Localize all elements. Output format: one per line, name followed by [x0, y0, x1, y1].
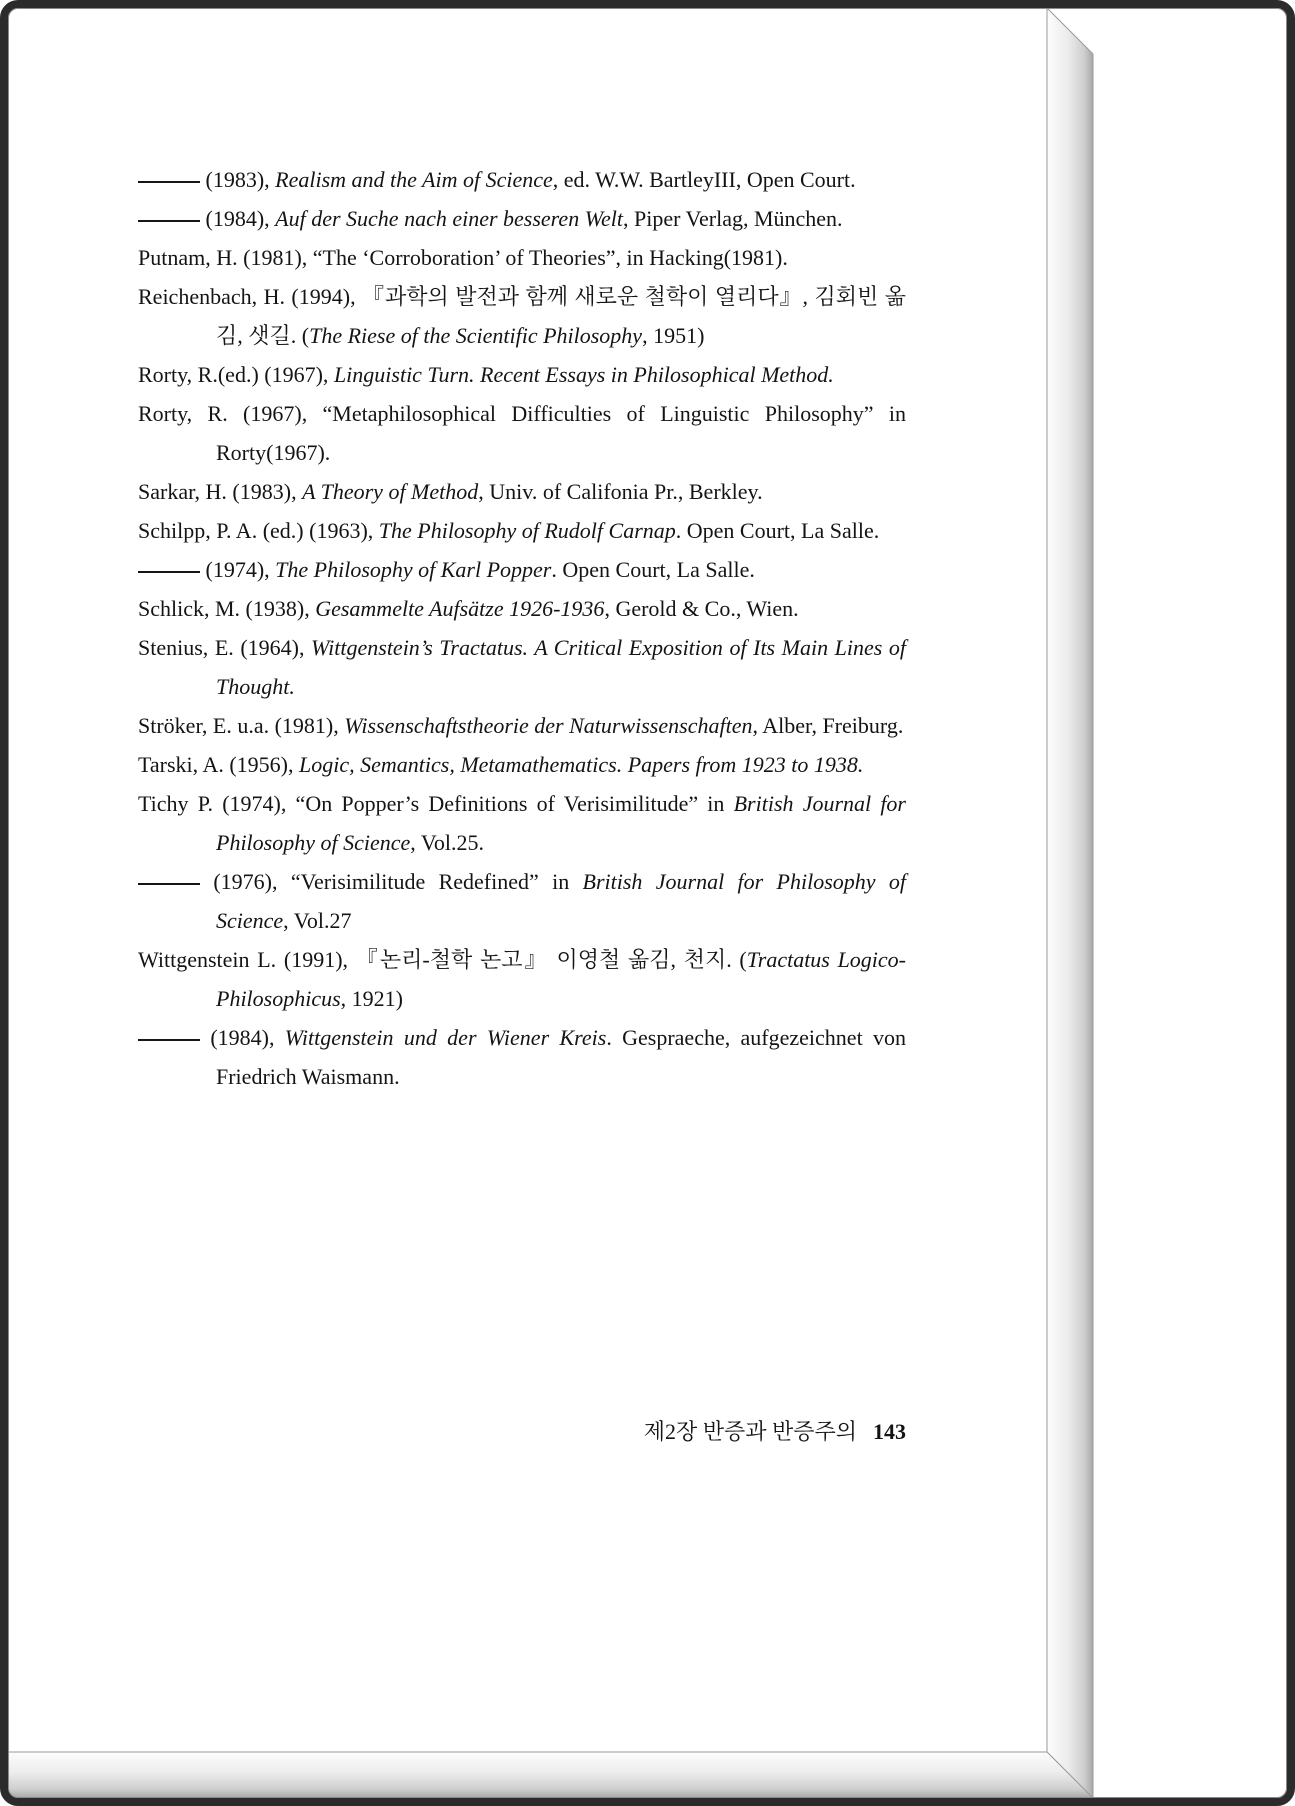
reference-text: (1983),	[200, 167, 276, 192]
author-repeat-rule	[138, 220, 200, 222]
reference-text: Wittgenstein’s Tractatus. A Critical Exposition of Its Main Lines of Thought.	[216, 635, 906, 699]
reference-text: (1984),	[200, 206, 276, 231]
reference-entry	[138, 238, 906, 277]
footer-page-number: 143	[873, 1419, 906, 1444]
reference-text: Sarkar, H. (1983),	[138, 479, 303, 504]
reference-entry	[138, 394, 906, 472]
page-footer	[138, 1412, 906, 1451]
reference-text: Tichy P. (1974), “On Popper’s Definitions of Verisimilitude” in	[138, 791, 734, 816]
reference-text: British Journal for Philosophy of Science	[216, 869, 906, 933]
reference-text: , Vol.27	[283, 908, 352, 933]
reference-entry	[138, 550, 906, 589]
reference-text: Tarski, A. (1956),	[138, 752, 299, 777]
reference-text: The Philosophy of Rudolf Carnap	[378, 518, 676, 543]
reference-entry	[138, 589, 906, 628]
reference-text: (1984),	[200, 1025, 285, 1050]
reference-text: Rorty, R. (1967), “Metaphilosophical Difficulties of Linguistic Philosophy” in Rorty(1967).	[138, 401, 906, 465]
reference-text: Logic, Semantics, Metamathematics. Papers from 1923 to 1938.	[299, 752, 864, 777]
reference-text: Wittgenstein L. (1991), 『논리-철학 논고』 이영철 옮김, 천지. (	[138, 947, 747, 972]
author-repeat-rule	[138, 883, 200, 885]
reference-text: , Alber, Freiburg.	[752, 713, 904, 738]
reference-entry	[138, 784, 906, 862]
page-stack-edge-right	[1047, 8, 1093, 1798]
reference-entry	[138, 472, 906, 511]
references-list	[138, 160, 906, 1096]
reference-text: British Journal for Philosophy of Science	[216, 791, 906, 855]
reference-text: Tractatus Logico-Philosophicus	[216, 947, 907, 1011]
author-repeat-rule	[138, 1039, 200, 1041]
reference-text: . Gespraeche, aufgezeichnet von Friedrich Waismann.	[216, 1025, 906, 1089]
reference-text: , ed. W.W. BartleyIII, Open Court.	[552, 167, 856, 192]
reference-text: Gesammelte Aufsätze 1926-1936	[315, 596, 605, 621]
reference-text: . Open Court, La Salle.	[551, 557, 755, 582]
reference-text: Schlick, M. (1938),	[138, 596, 316, 621]
reference-text: (1974),	[200, 557, 276, 582]
reference-entry	[138, 199, 906, 238]
reference-entry	[138, 1018, 906, 1096]
author-repeat-rule	[138, 571, 200, 573]
reference-entry	[138, 940, 906, 1018]
reference-text: Stenius, E. (1964),	[138, 635, 312, 660]
reference-text: Schilpp, P. A. (ed.) (1963),	[138, 518, 379, 543]
reference-entry	[138, 511, 906, 550]
reference-text: Ströker, E. u.a. (1981),	[138, 713, 345, 738]
reference-text: The Philosophy of Karl Popper	[275, 557, 552, 582]
reference-entry	[138, 862, 906, 940]
reference-entry	[138, 277, 906, 355]
reference-text: Reichenbach, H. (1994), 『과학의 발전과 함께 새로운 철학이 열리다』, 김회빈 옮김, 샛길. (	[138, 284, 906, 348]
reference-text: Putnam, H. (1981), “The ‘Corroboration’ of Theories”, in Hacking(1981).	[138, 245, 788, 270]
page-stack-edge-bottom	[8, 1752, 1093, 1798]
reference-text: , Univ. of Califonia Pr., Berkley.	[478, 479, 763, 504]
reference-entry	[138, 628, 906, 706]
reference-text: Auf der Suche nach einer besseren Welt	[275, 206, 623, 231]
reference-text: Wittgenstein und der Wiener Kreis	[284, 1025, 607, 1050]
reference-text: Wissenschaftstheorie der Naturwissenschaften	[344, 713, 753, 738]
reference-text: , 1921)	[340, 986, 403, 1011]
reference-text: The Riese of the Scientific Philosophy	[309, 323, 643, 348]
reference-text: A Theory of Method	[302, 479, 479, 504]
reference-text: , Vol.25.	[410, 830, 485, 855]
author-repeat-rule	[138, 181, 200, 183]
reference-entry	[138, 160, 906, 199]
reference-text: Rorty, R.(ed.) (1967),	[138, 362, 334, 387]
reference-entry	[138, 355, 906, 394]
reference-entry	[138, 745, 906, 784]
footer-chapter-label: 제2장 반증과 반증주의	[643, 1419, 857, 1444]
reference-entry	[138, 706, 906, 745]
reference-text: . Open Court, La Salle.	[675, 518, 880, 543]
reference-text: , Piper Verlag, München.	[623, 206, 843, 231]
reference-text: , 1951)	[642, 323, 705, 348]
reference-text: Realism and the Aim of Science	[275, 167, 553, 192]
reference-text: (1976), “Verisimilitude Redefined” in	[200, 869, 583, 894]
reference-text: , Gerold & Co., Wien.	[604, 596, 799, 621]
reference-text: Linguistic Turn. Recent Essays in Philosophical Method.	[333, 362, 834, 387]
